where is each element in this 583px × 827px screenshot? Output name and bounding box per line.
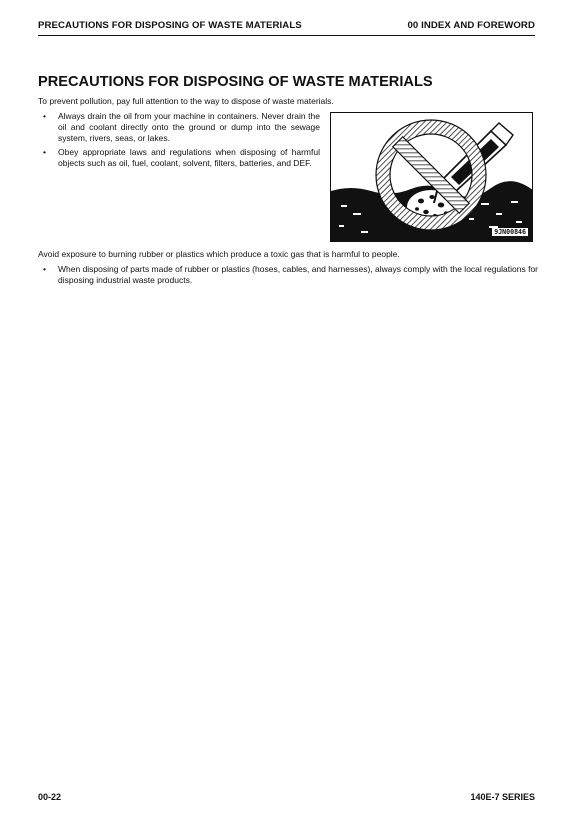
section-title: PRECAUTIONS FOR DISPOSING OF WASTE MATERIALS (38, 74, 433, 90)
notice-list (38, 264, 538, 288)
header-chapter-title: 00 INDEX AND FOREWORD (407, 20, 535, 31)
precautions-list (38, 111, 320, 171)
header-section-title: PRECAUTIONS FOR DISPOSING OF WASTE MATERIALS (38, 20, 302, 31)
intro-text: To prevent pollution, pay full attention to the way to dispose of waste materials. (38, 96, 334, 106)
page-number: 00-22 (38, 792, 62, 802)
page-footer (38, 792, 535, 802)
list-item: • Always drain the oil from your machine in containers. Never drain the oil and coolant directly onto the ground or dump into the sewage system, rivers, seas, or lakes. (38, 111, 320, 145)
page-header (38, 20, 535, 36)
no-dumping-illustration (330, 112, 533, 242)
figure-id: 9JN00846 (494, 228, 526, 236)
list-item: • When disposing of parts made of rubber or plastics (hoses, cables, and harnesses), always comply with the local regulations for disposing industrial waste products. (38, 264, 538, 286)
no-dumping-oil-icon (331, 113, 533, 242)
list-item: • Obey appropriate laws and regulations when disposing of harmful objects such as oil, fuel, coolant, solvent, filters, batteries, and DEF. (38, 147, 320, 169)
series-label: 140E-7 SERIES (470, 792, 535, 802)
notice-text: Avoid exposure to burning rubber or plastics which produce a toxic gas that is harmful to people. (38, 249, 400, 259)
